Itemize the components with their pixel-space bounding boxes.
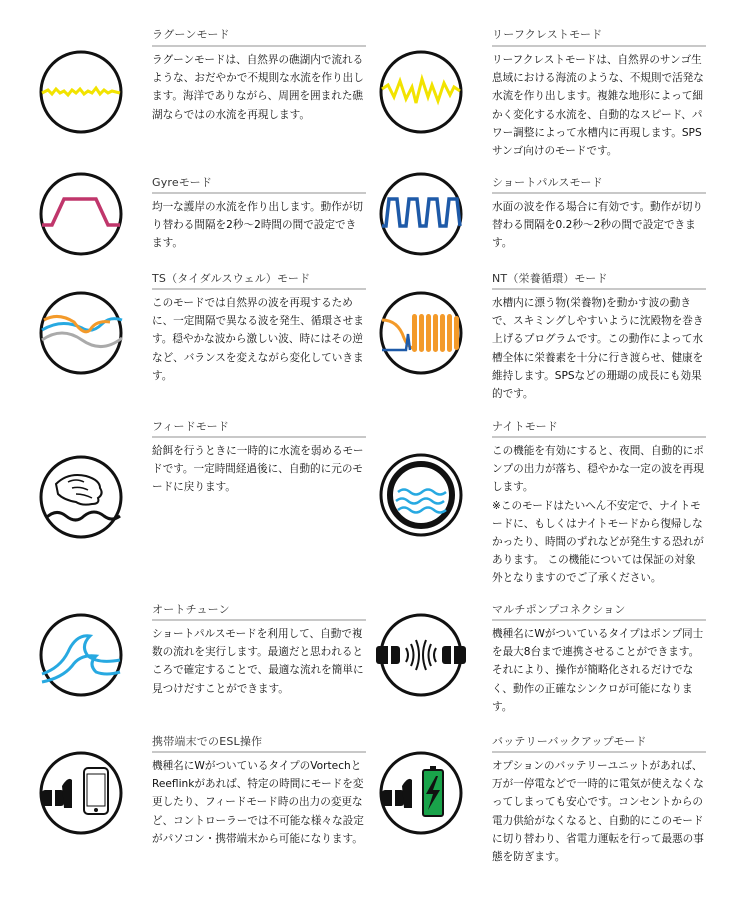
- lagoon-wave-icon: [38, 49, 124, 135]
- mode-description: 給餌を行うときに一時的に水流を弱めるモードです。一定時間経過後に、自動的に元のモードに戻ります。: [152, 445, 364, 494]
- reef-crest-wave-icon: [378, 49, 464, 135]
- mode-title: オートチューン: [152, 603, 230, 616]
- gyre-wave-icon: [38, 171, 124, 257]
- nutrient-transport-icon: [378, 290, 464, 376]
- feed-hand-icon: [38, 454, 124, 540]
- divider: [492, 192, 706, 194]
- divider: [152, 619, 366, 621]
- mobile-control-icon: [38, 750, 124, 836]
- mode-description: このモードでは自然界の波を再現するために、一定間隔で異なる波を発生、循環させます。穏やかな波から激しい波、時にはその逆など、バランスを変えながら変化していきます。: [152, 297, 364, 382]
- divider: [152, 751, 366, 753]
- mode-title: リーフクレストモード: [492, 28, 603, 41]
- night-moon-icon: [378, 452, 464, 538]
- mode-title: バッテリーバックアップモード: [492, 735, 647, 748]
- mode-description: この機能を有効にすると、夜間、自動的にポンプの出力が落ち、穏やかな一定の波を再現します。 ※このモードはたいへん不安定で、ナイトモードに、もしくはナイトモードから復帰しなかったり、時間のずれなどが発生する恐れがあります。 この機能については保証の対象外となりますのでご了承ください。: [492, 445, 704, 585]
- mode-description: 均一な護岸の水流を作り出します。動作が切り替わる間隔を2秒～2時間の間で設定できます。: [152, 201, 364, 250]
- divider: [492, 436, 706, 438]
- battery-backup-icon: [378, 750, 464, 836]
- mode-description: ラグーンモードは、自然界の礁湖内で流れるような、おだやかで不規則な水流を作り出します。海洋でありながら、周囲を囲まれた礁湖ならではの水流を再現します。: [152, 54, 364, 121]
- divider: [152, 288, 366, 290]
- mode-description: 水面の波を作る場合に有効です。動作が切り替わる間隔を0.2秒～2秒の間で設定できます。: [492, 201, 704, 250]
- mode-description: オプションのバッテリーユニットがあれば、万が一停電などで一時的に電気が使えなくなってしまっても安心です。コンセントからの電力供給がなくなると、自動的にこのモードに切り替わり、省電力運転を行って最悪の事態を防ぎます。: [492, 760, 704, 864]
- mode-title: NT（栄養循環）モード: [492, 272, 608, 285]
- mode-title: ナイトモード: [492, 420, 558, 433]
- auto-tune-wave-icon: [38, 612, 124, 698]
- mode-description: ショートパルスモードを利用して、自動で複数の流れを実行します。最適だと思われるところで確定することで、最適な流れを簡単に見つけだすことができます。: [152, 628, 364, 695]
- multi-pump-icon: [378, 612, 464, 698]
- mode-description: 水槽内に漂う物(栄養物)を動かす波の動きで、スキミングしやすいように沈殿物を巻き上げるプログラムです。この動作によって水槽全体に栄養素を十分に行き渡らせ、健康を維持します。SPSなどの珊瑚の成長にも効果的です。: [492, 297, 704, 401]
- divider: [492, 45, 706, 47]
- divider: [492, 288, 706, 290]
- mode-description: 機種名にWがついているタイプはポンプ同士を最大8台まで連携させることができます。それにより、操作が簡略化されるだけでなく、動作の正確なシンクロが可能になります。: [492, 628, 704, 713]
- mode-title: ショートパルスモード: [492, 176, 603, 189]
- mode-title: マルチポンプコネクション: [492, 603, 626, 616]
- mode-description: 機種名にWがついているタイプのVortechとReeflinkがあれば、特定の時間にモードを変更したり、フィードモード時の出力の変更など、コントローラーでは不可能な様々な設定がパソコン・携帯端末から可能になります。: [152, 760, 364, 845]
- tidal-swell-icon: [38, 290, 124, 376]
- mode-title: ラグーンモード: [152, 28, 230, 41]
- mode-description: リーフクレストモードは、自然界のサンゴ生息域における海流のような、不規則で活発な水流を作り出します。複雑な地形によって細かく変化する水流を、自動的なスピード、パワー調整によって水槽内に再現します。SPSサンゴ向けのモードです。: [492, 54, 704, 158]
- divider: [152, 192, 366, 194]
- divider: [152, 436, 366, 438]
- mode-title: TS（タイダルスウェル）モード: [152, 272, 311, 285]
- divider: [492, 751, 706, 753]
- short-pulse-wave-icon: [378, 171, 464, 257]
- divider: [152, 45, 366, 47]
- divider: [492, 619, 706, 621]
- mode-title: フィードモード: [152, 420, 230, 433]
- mode-title: Gyreモード: [152, 176, 213, 189]
- mode-title: 携帯端末でのESL操作: [152, 735, 263, 748]
